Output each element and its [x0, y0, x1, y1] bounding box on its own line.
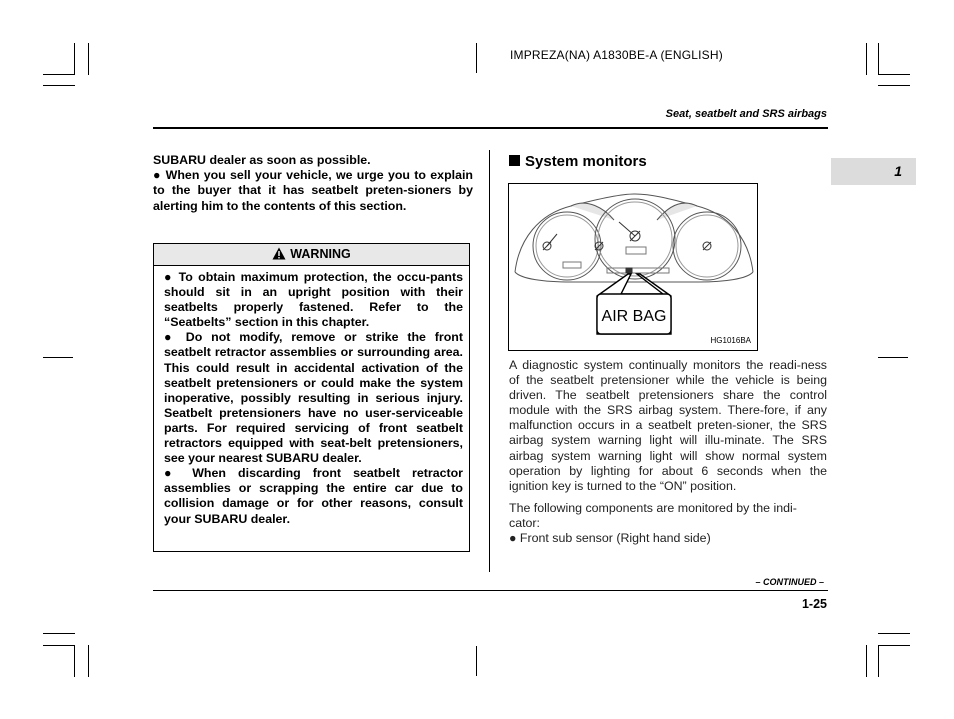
- section-title: Seat, seatbelt and SRS airbags: [665, 108, 827, 120]
- column-divider: [489, 150, 490, 572]
- bullet-item: ● Front sub sensor (Right hand side): [509, 531, 711, 546]
- document-code: IMPREZA(NA) A1830BE-A (ENGLISH): [510, 48, 723, 62]
- heading-text: System monitors: [525, 153, 647, 170]
- chapter-number: 1: [894, 163, 902, 179]
- chapter-tab: [831, 158, 916, 185]
- figure-caption: HG1016BA: [710, 336, 751, 345]
- instrument-cluster-illustration: [509, 184, 757, 350]
- header-rule: [153, 127, 828, 129]
- warning-item: ● When discarding front seatbelt retractor assemblies or scrapping the entire car due to collision damage or for other reasons, consult your SUBARU dealer.: [164, 466, 463, 526]
- continued-label: – CONTINUED –: [755, 577, 824, 587]
- square-bullet-icon: [509, 155, 520, 166]
- warning-body: [154, 266, 469, 527]
- paragraph: A diagnostic system continually monitors the readi-ness of the seatbelt pretensioner while the vehicle is being driven. The seatbelt pretensioners share the control module with the SRS airbag system. There-fore, if any malfunction occurs in a seatbelt preten-sioner, the SRS airbag system warning light will illu-minate. The SRS airbag system warning light will show normal system operation by lighting for about 6 seconds when the ignition key is turned to the “ON” position.: [509, 358, 827, 493]
- airbag-callout-label: AIR BAG: [601, 308, 667, 325]
- warning-box: [153, 243, 470, 552]
- warning-header: [154, 244, 469, 266]
- warning-item: ● Do not modify, remove or strike the front seatbelt retractor assemblies or surrounding area. This could result in accidental activation of the seatbelt pretensioners or could make the system inoperative, possibly resulting in serious injury. Seatbelt pretensioners have no user-serviceable parts. For required servicing of front seatbelt retractors equipped with seat-belt pretensioners, see your nearest SUBARU dealer.: [164, 330, 463, 466]
- instrument-cluster-figure: [508, 183, 758, 351]
- warning-triangle-icon: [272, 247, 286, 260]
- warning-item: ● To obtain maximum protection, the occu-pants should sit in an upright position with their seatbelts properly fastened. Refer to the “Seatbelts” section in this chapter.: [164, 270, 463, 330]
- intro-line: SUBARU dealer as soon as possible.: [153, 153, 371, 167]
- system-monitors-body: [509, 358, 827, 546]
- warning-title: WARNING: [290, 247, 351, 261]
- page-number: 1-25: [801, 597, 827, 611]
- paragraph: The following components are monitored by the indi-cator:: [509, 500, 797, 530]
- left-column-intro: [153, 153, 473, 214]
- intro-bullet: ● When you sell your vehicle, we urge you to explain to the buyer that it has seatbelt preten-sioners by alerting him to the contents of this section.: [153, 168, 473, 213]
- system-monitors-heading: [509, 153, 647, 170]
- footer-rule: [153, 590, 828, 591]
